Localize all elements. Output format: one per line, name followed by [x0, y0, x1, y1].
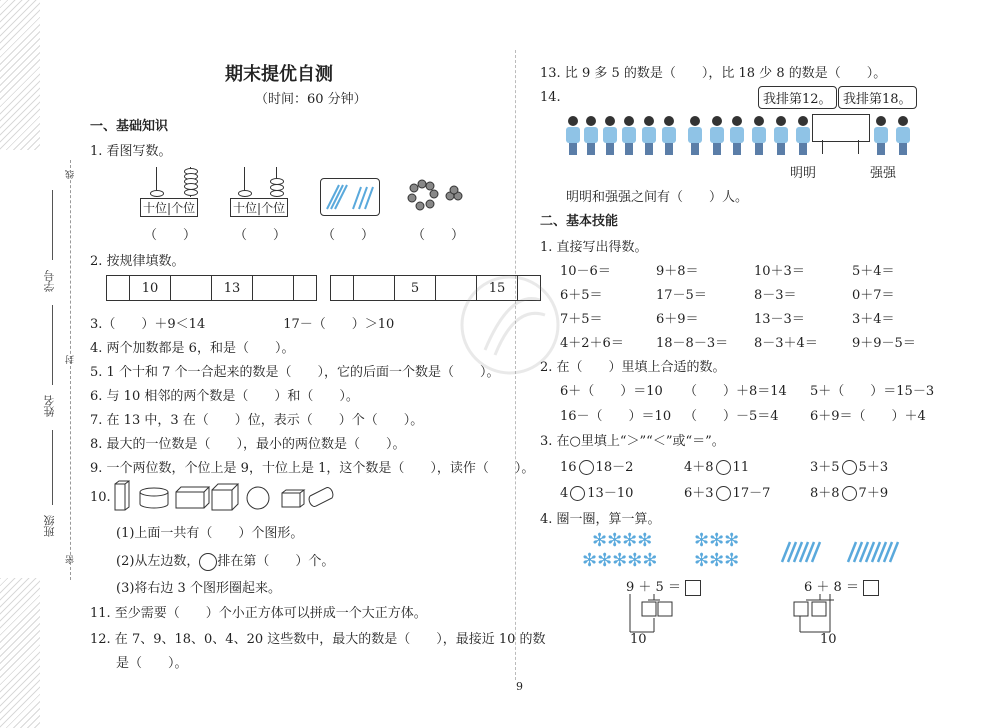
question-10: 10. [90, 490, 111, 505]
calc-item[interactable]: 5＋4＝ [852, 264, 895, 279]
watermark-logo [455, 270, 565, 390]
question-8: 8. 最大的一位数是（ ），最小的两位数是（ ）。 [90, 437, 406, 452]
question-14: 14. [540, 90, 561, 105]
ten-label-1: 10 [630, 632, 647, 647]
calc-item[interactable]: 0＋7＝ [852, 288, 895, 303]
sticks-group [778, 540, 918, 566]
answer-blank-3[interactable]: （ ） [322, 228, 375, 243]
compare-item[interactable]: 16 18－2 [560, 460, 634, 475]
fill-item[interactable]: 6＋9＝（ ）＋4 [810, 409, 926, 424]
margin-hatch-top [0, 0, 40, 150]
calc-item[interactable]: 8－3＝ [754, 288, 797, 303]
sidebar-label-name: 姓名 [43, 395, 56, 417]
compare-item[interactable]: 8＋8 7＋9 [810, 486, 889, 501]
question-10-1: (1)上面一共有（ ）个图形。 [116, 526, 304, 541]
page-title: 期末提优自测 [225, 64, 333, 85]
skill-2: 2. 在（ ）里填上合适的数。 [540, 360, 726, 375]
blackboard [812, 114, 870, 142]
question-10-3: (3)将右边 3 个图形圈起来。 [116, 581, 281, 596]
skill-4: 4. 圈一圈，算一算。 [540, 512, 661, 527]
calc-item[interactable]: 8－3＋4＝ [754, 336, 818, 351]
calc-item[interactable]: 10－6＝ [560, 264, 611, 279]
question-9: 9. 一个两位数，个位上是 9，十位上是 1，这个数是（ ），读作（ ）。 [90, 461, 535, 476]
calc-item[interactable]: 13－3＝ [754, 312, 805, 327]
fill-item[interactable]: （ ）＋8＝14 [684, 384, 787, 399]
sidebar-label-class: 班级 [43, 515, 56, 537]
binding-mark-seal: 封 [66, 355, 76, 364]
answer-blank-2[interactable]: （ ） [234, 228, 287, 243]
binding-line [70, 160, 71, 580]
question-6: 6. 与 10 相邻的两个数是（ ）和（ ）。 [90, 389, 359, 404]
answer-blank-4[interactable]: （ ） [412, 228, 465, 243]
sequence-table-1: 10 13 [106, 275, 317, 301]
binding-mark-line: 线 [66, 170, 76, 179]
question-12: 12. 在 7、9、18、0、4、20 这些数中，最大的数是（ ），最接近 10 的数 [90, 632, 546, 647]
speech-bubble-2: 我排第18。 [838, 86, 917, 109]
skill-1: 1. 直接写出得数。 [540, 240, 648, 255]
section-heading-1: 一、基础知识 [90, 119, 169, 134]
question-11: 11. 至少需要（ ）个小正方体可以拼成一个大正方体。 [90, 606, 427, 621]
calc-item[interactable]: 9＋8＝ [656, 264, 699, 279]
page-number: 9 [516, 680, 523, 693]
calc-item[interactable]: 7＋5＝ [560, 312, 603, 327]
calc-item[interactable]: 10＋3＝ [754, 264, 805, 279]
answer-box[interactable] [685, 580, 701, 596]
question-1: 1. 看图写数。 [90, 144, 172, 159]
decompose-diagram-1 [620, 592, 680, 642]
compare-item[interactable]: 4 13－10 [560, 486, 634, 501]
question-12-cont: 是（ ）。 [116, 656, 188, 671]
label-mingming: 明明 [790, 166, 817, 181]
compare-item[interactable]: 3＋5 5＋3 [810, 460, 889, 475]
calc-item[interactable]: 9＋9－5＝ [852, 336, 916, 351]
calc-item[interactable]: 4＋2＋6＝ [560, 336, 624, 351]
compare-item[interactable]: 6＋3 17－7 [684, 486, 771, 501]
answer-box[interactable] [863, 580, 879, 596]
section-heading-2: 二、基本技能 [540, 214, 619, 229]
equation-2: 6 ＋ 8 ＝ [804, 576, 879, 596]
skill-3: 3. 在○里填上“＞”“＜”或“＝”。 [540, 434, 725, 449]
question-4: 4. 两个加数都是 6，和是（ ）。 [90, 341, 295, 356]
question-5: 5. 1 个十和 7 个一合起来的数是（ ），它的后面一个数是（ ）。 [90, 365, 500, 380]
question-13: 13. 比 9 多 5 的数是（ ），比 18 少 8 的数是（ ）。 [540, 66, 887, 81]
margin-hatch-bottom [0, 578, 40, 728]
binding-mark-close: 密 [66, 555, 76, 564]
question-10-2: (2)从左边数， 排在第（ ）个。 [116, 554, 335, 569]
abacus-2-labels: 十位|个位 [230, 198, 288, 217]
answer-blank-1[interactable]: （ ） [144, 228, 197, 243]
fill-item[interactable]: 6＋（ ）＝10 [560, 384, 663, 399]
question-7: 7. 在 13 中，3 在（ ）位，表示（ ）个（ ）。 [90, 413, 424, 428]
question-14-text: 明明和强强之间有（ ）人。 [566, 190, 749, 205]
calc-item[interactable]: 6＋9＝ [656, 312, 699, 327]
circle-icon [199, 553, 217, 571]
page-subtitle: （时间：60 分钟） [255, 92, 367, 107]
question-2: 2. 按规律填数。 [90, 254, 185, 269]
sticks-picture [320, 178, 380, 216]
fill-item[interactable]: （ ）－5＝4 [684, 409, 779, 424]
calc-item[interactable]: 18－8－3＝ [656, 336, 729, 351]
calc-item[interactable]: 17－5＝ [656, 288, 707, 303]
ten-label-2: 10 [820, 632, 837, 647]
fill-item[interactable]: 5＋（ ）＝15－3 [810, 384, 935, 399]
question-3: 3.（ ）＋9＜14 17－（ ）＞10 [90, 317, 395, 332]
calc-item[interactable]: 6＋5＝ [560, 288, 603, 303]
label-qiangqiang: 强强 [870, 166, 897, 181]
equation-1: 9 ＋ 5 ＝ [626, 576, 701, 596]
abacus-1-labels: 十位|个位 [140, 198, 198, 217]
speech-bubble-1: 我排第12。 [758, 86, 837, 109]
sidebar-label-id: 学号 [43, 270, 56, 292]
sequence-table-2: 5 15 [330, 275, 541, 301]
beads-picture [406, 178, 466, 214]
shapes-row [112, 480, 342, 516]
compare-item[interactable]: 4＋8 11 [684, 460, 750, 475]
fill-item[interactable]: 16－（ ）＝10 [560, 409, 672, 424]
calc-item[interactable]: 3＋4＝ [852, 312, 895, 327]
